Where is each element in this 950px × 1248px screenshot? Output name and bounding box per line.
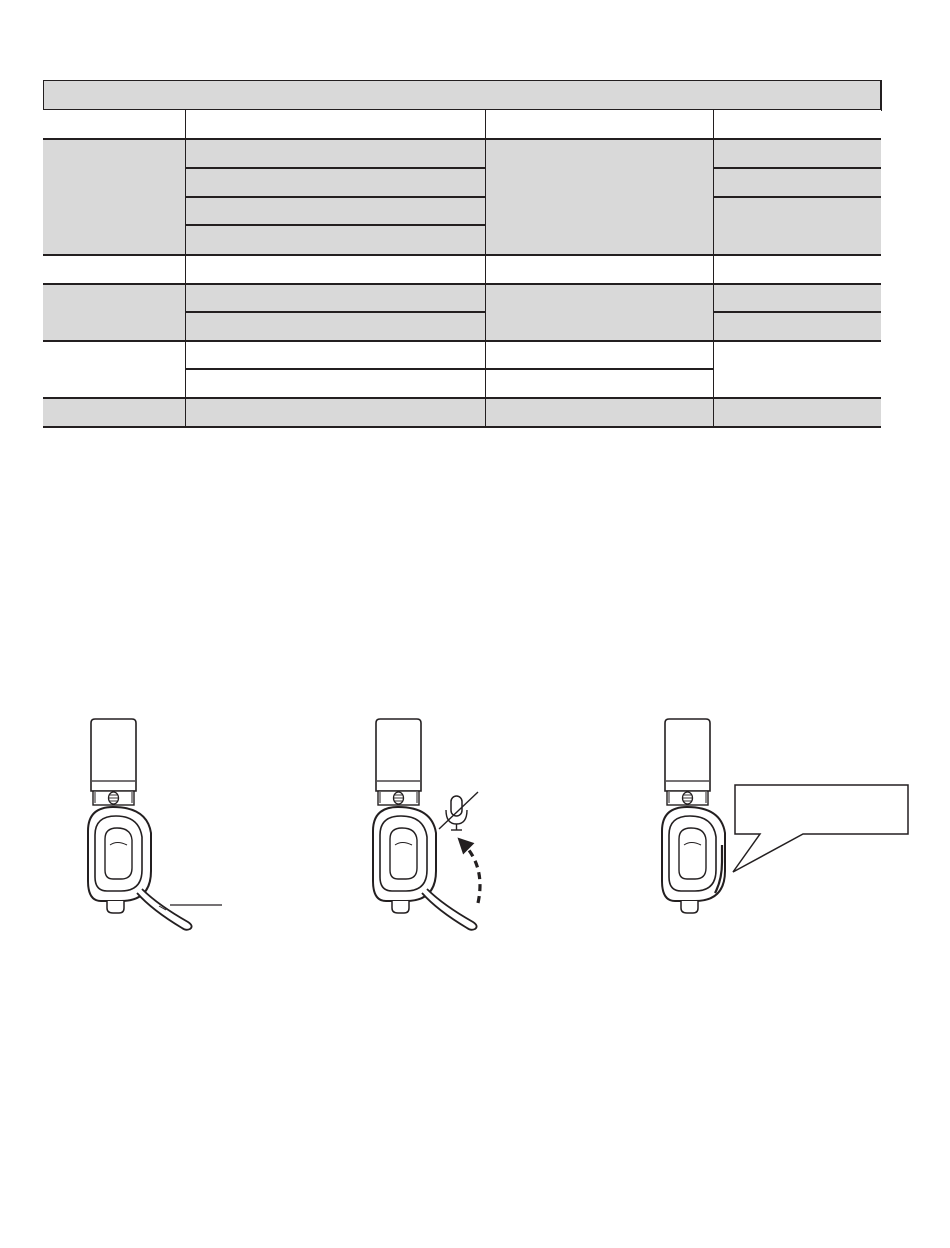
microphone-muted-icon bbox=[439, 792, 478, 830]
headset-figure-mic-down bbox=[88, 719, 222, 930]
callout-bubble bbox=[733, 785, 908, 872]
headset-figure-side-button bbox=[662, 719, 725, 913]
headset-figure-mic-mute bbox=[373, 719, 480, 930]
